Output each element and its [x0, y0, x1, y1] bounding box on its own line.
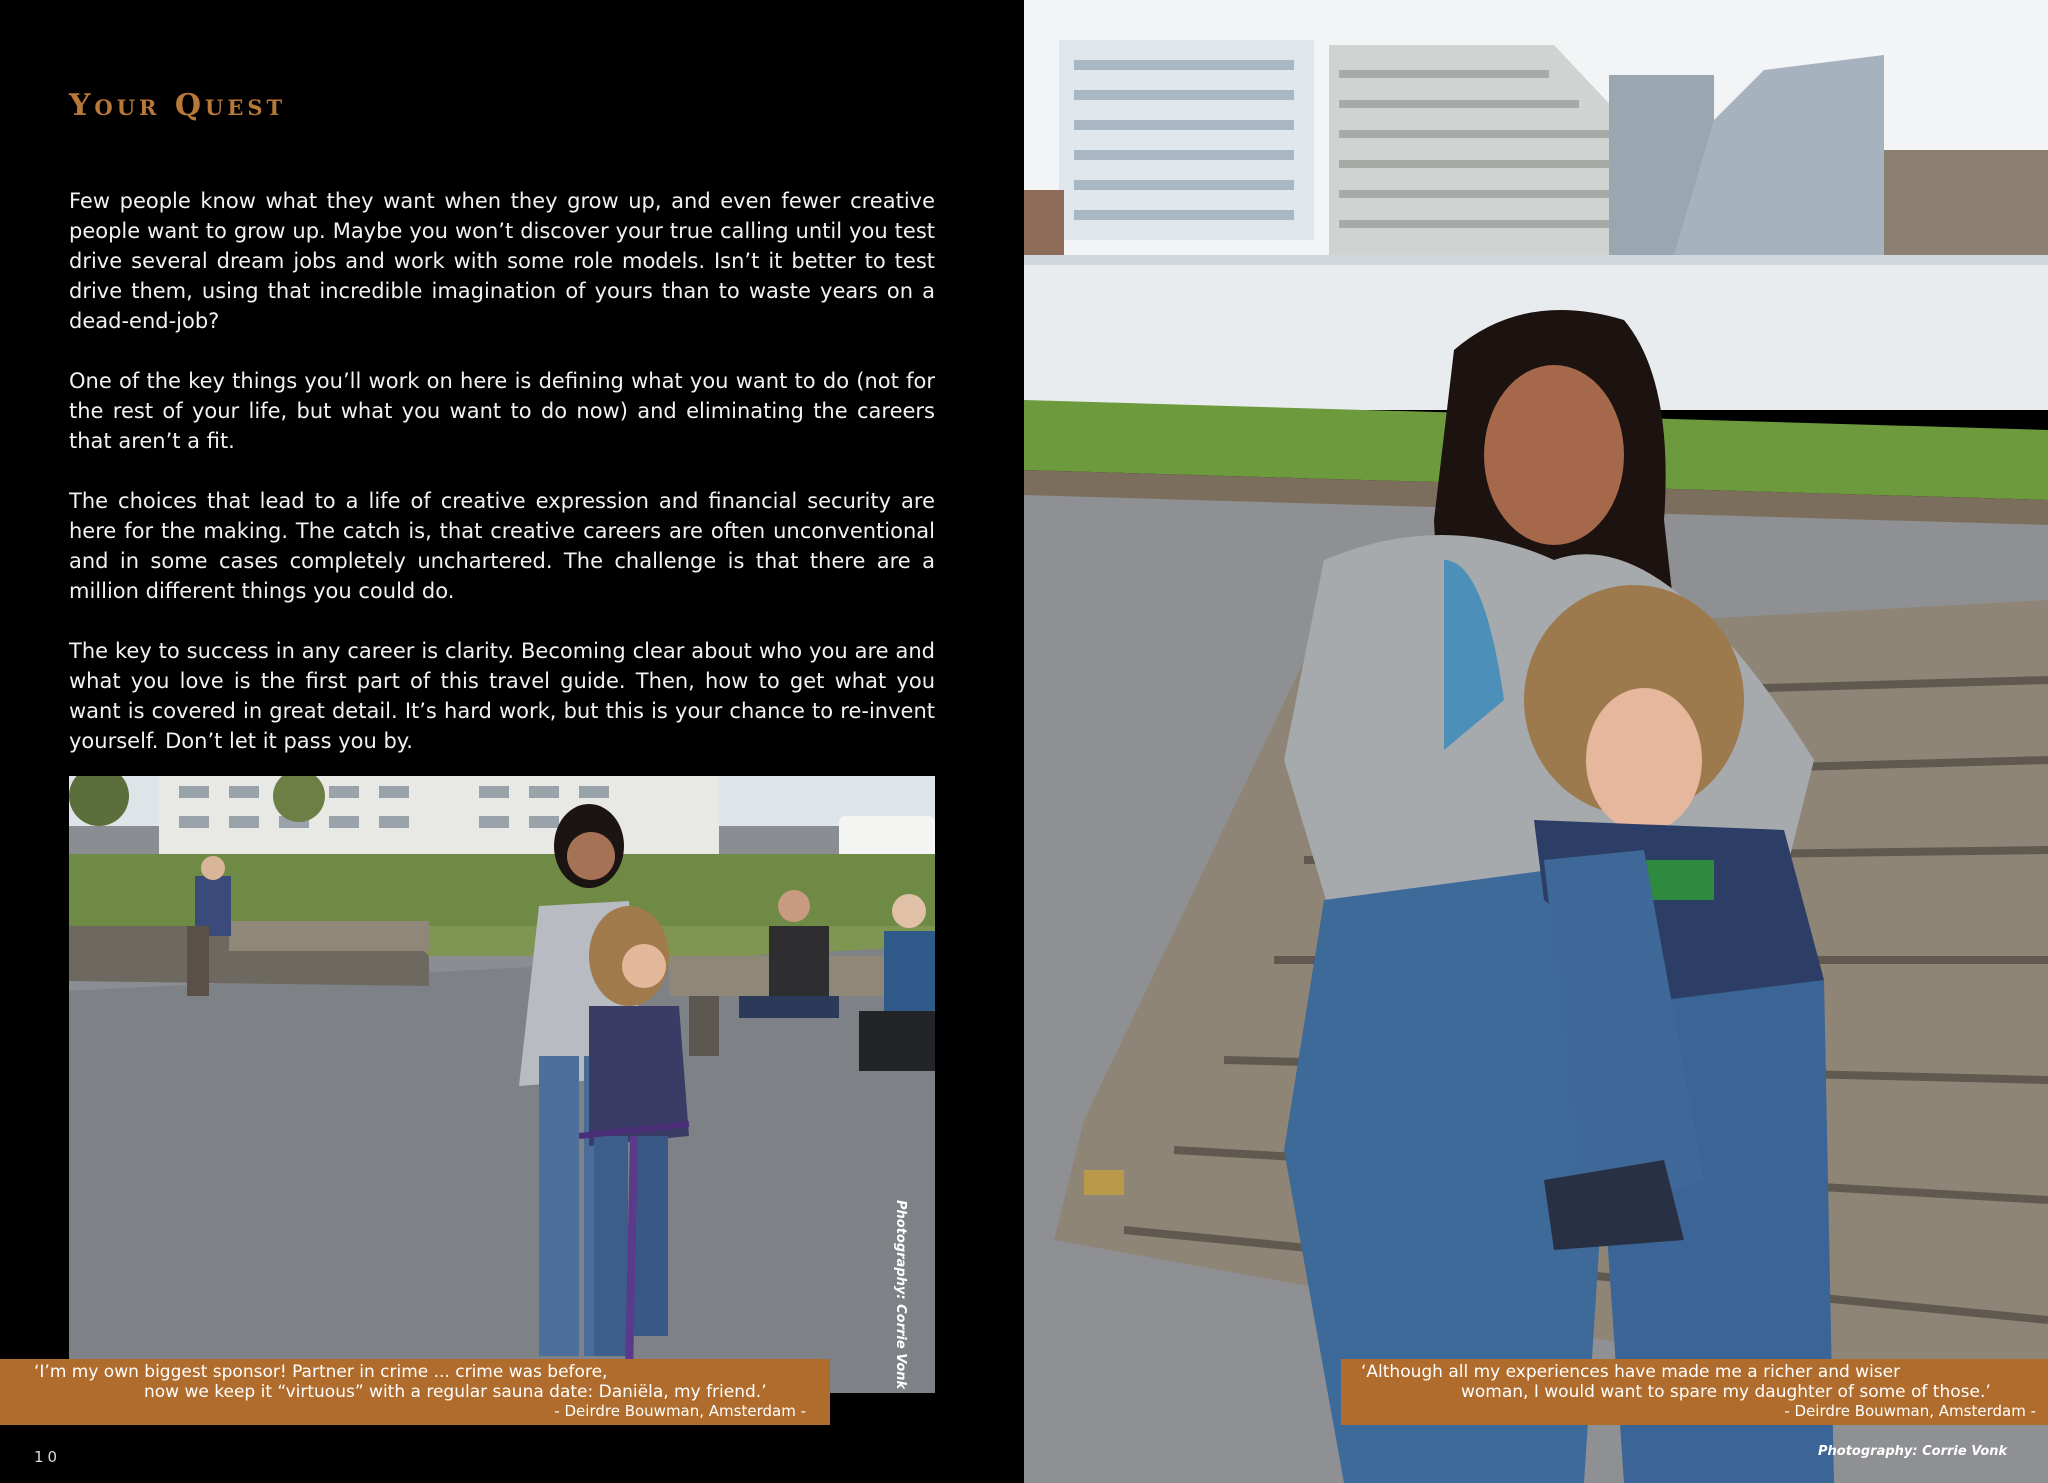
quote-attribution: - Deirdre Bouwman, Amsterdam -	[1784, 1402, 2036, 1420]
paragraph: The key to success in any career is clarity. Becoming clear about who you are and what you love is the first part of this travel guide. Then, how to get what you want is covered in great detail. It’s hard work, but this is your chance to re-invent yourself. Don’t let it pass you by.	[69, 639, 935, 753]
quote-caption-left	[0, 1359, 830, 1425]
paragraph: Few people know what they want when they grow up, and even fewer creative people want to grow up. Maybe you won’t discover your true calling until you test drive several dream jobs and work with some role models. Isn’t it better to test drive them, using that incredible imagination of yours than to waste years on a dead-end-job?	[69, 189, 935, 333]
quote-line-1: ‘Although all my experiences have made me a richer and wiser	[1361, 1362, 1901, 1382]
photo-credit: Photography: Corrie Vonk	[1818, 1444, 2008, 1459]
quote-line-1: ‘I’m my own biggest sponsor! Partner in crime ... crime was before,	[34, 1362, 608, 1382]
body-text	[69, 186, 935, 786]
quote-line-2: now we keep it “virtuous” with a regular sauna date: Daniëla, my friend.’	[144, 1382, 767, 1402]
paragraph: One of the key things you’ll work on here is defining what you want to do (not for the rest of your life, but what you want to do now) and eliminating the careers that aren’t a fit.	[69, 369, 935, 453]
right-page	[1024, 0, 2048, 1483]
park-photo-illustration	[69, 776, 935, 1393]
quote-line-2: woman, I would want to spare my daughter of some of those.’	[1461, 1382, 1991, 1402]
quote-attribution: - Deirdre Bouwman, Amsterdam -	[554, 1402, 806, 1420]
riverside-portrait-photo	[1024, 0, 2048, 1483]
park-photo	[69, 776, 935, 1393]
paragraph: The choices that lead to a life of creative expression and financial security are here for the making. The catch is, that creative careers are often unconventional and in some cases completely unchartered. The challenge is that there are a million different things you could do.	[69, 489, 935, 603]
photo-credit-vertical-text: Photography: Corrie Vonk	[893, 1200, 908, 1390]
page-title: Your Quest	[69, 88, 287, 123]
page-number: 10	[34, 1448, 62, 1466]
quote-caption-right	[1341, 1359, 2048, 1425]
